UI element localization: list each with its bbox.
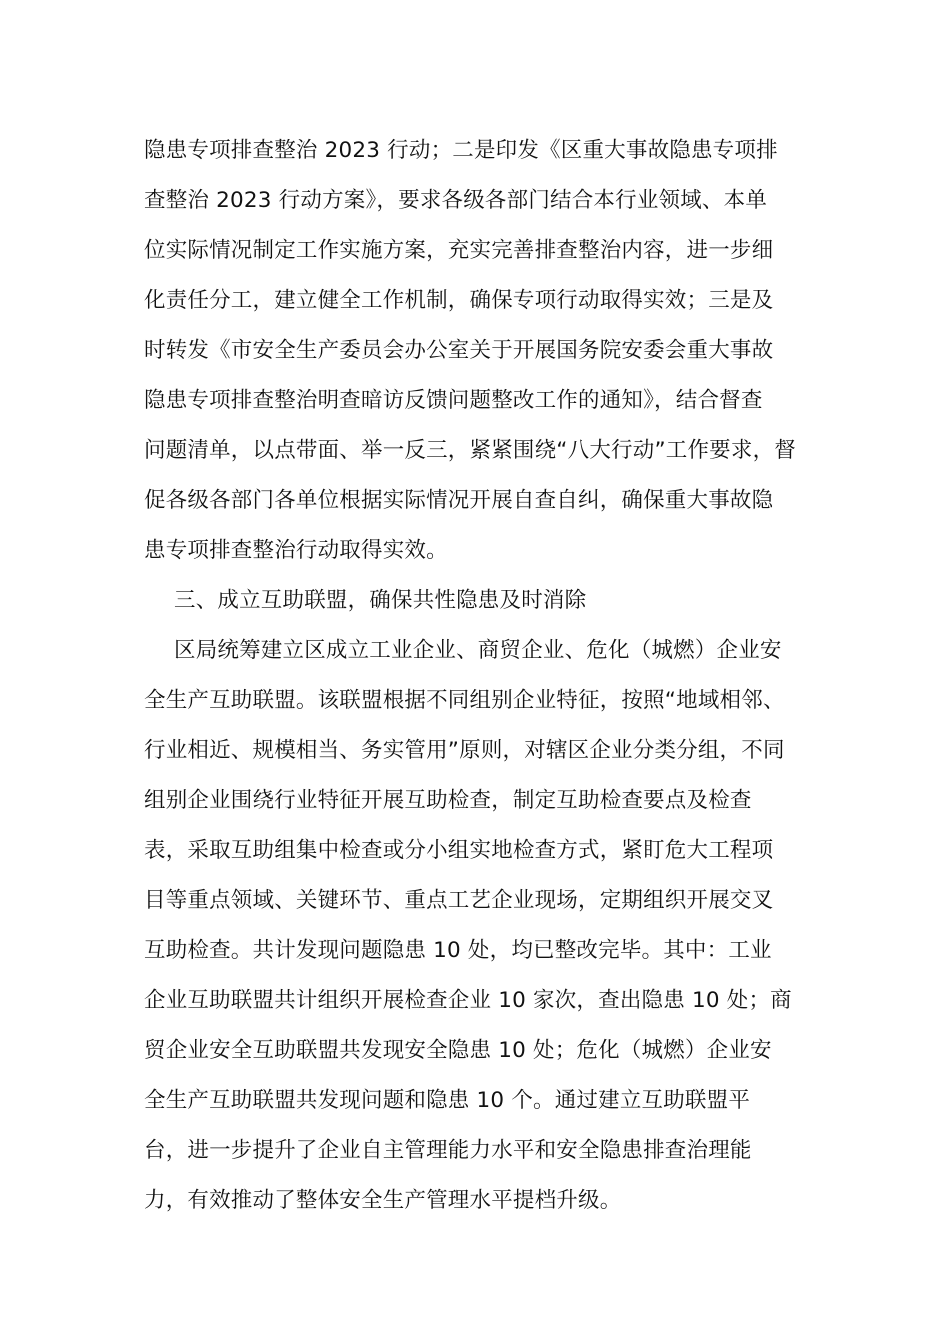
paragraph-line: 表，采取互助组集中检查或分小组实地检查方式，紧盯危大工程项 bbox=[144, 838, 774, 863]
paragraph-line: 时转发《市安全生产委员会办公室关于开展国务院安委会重大事故 bbox=[144, 338, 774, 363]
paragraph-line: 目等重点领域、关键环节、重点工艺企业现场，定期组织开展交叉 bbox=[144, 888, 774, 913]
paragraph-line: 位实际情况制定工作实施方案，充实完善排查整治内容，进一步细 bbox=[144, 238, 774, 263]
paragraph-action-plan bbox=[144, 126, 809, 576]
paragraph-line: 隐患专项排查整治 2023 行动；二是印发《区重大事故隐患专项排 bbox=[144, 138, 778, 163]
paragraph-line: 患专项排查整治行动取得实效。 bbox=[144, 538, 448, 563]
paragraph-line: 隐患专项排查整治明查暗访反馈问题整改工作的通知》，结合督查 bbox=[144, 388, 763, 413]
paragraph-line: 全生产互助联盟共发现问题和隐患 10 个。通过建立互助联盟平 bbox=[144, 1088, 751, 1113]
section-heading: 三、成立互助联盟，确保共性隐患及时消除 bbox=[174, 588, 587, 613]
paragraph-line: 区局统筹建立区成立工业企业、商贸企业、危化（城燃）企业安 bbox=[174, 638, 782, 663]
paragraph-line: 贸企业安全互助联盟共发现安全隐患 10 处；危化（城燃）企业安 bbox=[144, 1038, 772, 1063]
paragraph-line: 查整治 2023 行动方案》，要求各级各部门结合本行业领域、本单 bbox=[144, 188, 768, 213]
paragraph-line: 台，进一步提升了企业自主管理能力水平和安全隐患排查治理能 bbox=[144, 1138, 752, 1163]
paragraph-line: 力，有效推动了整体安全生产管理水平提档升级。 bbox=[144, 1188, 622, 1213]
paragraph-line: 行业相近、规模相当、务实管用”原则，对辖区企业分类分组，不同 bbox=[144, 738, 785, 763]
paragraph-line: 企业互助联盟共计组织开展检查企业 10 家次，查出隐患 10 处；商 bbox=[144, 988, 792, 1013]
paragraph-line: 问题清单，以点带面、举一反三，紧紧围绕“八大行动”工作要求，督 bbox=[144, 438, 796, 463]
paragraph-line: 全生产互助联盟。该联盟根据不同组别企业特征，按照“地域相邻、 bbox=[144, 688, 785, 713]
paragraph-mutual-aid-alliance bbox=[144, 626, 809, 1226]
paragraph-line: 促各级各部门各单位根据实际情况开展自查自纠，确保重大事故隐 bbox=[144, 488, 774, 513]
paragraph-line: 组别企业围绕行业特征开展互助检查，制定互助检查要点及检查 bbox=[144, 788, 752, 813]
paragraph-line: 互助检查。共计发现问题隐患 10 处，均已整改完毕。其中：工业 bbox=[144, 938, 772, 963]
paragraph-line: 化责任分工，建立健全工作机制，确保专项行动取得实效；三是及 bbox=[144, 288, 774, 313]
document-body bbox=[144, 126, 809, 1226]
